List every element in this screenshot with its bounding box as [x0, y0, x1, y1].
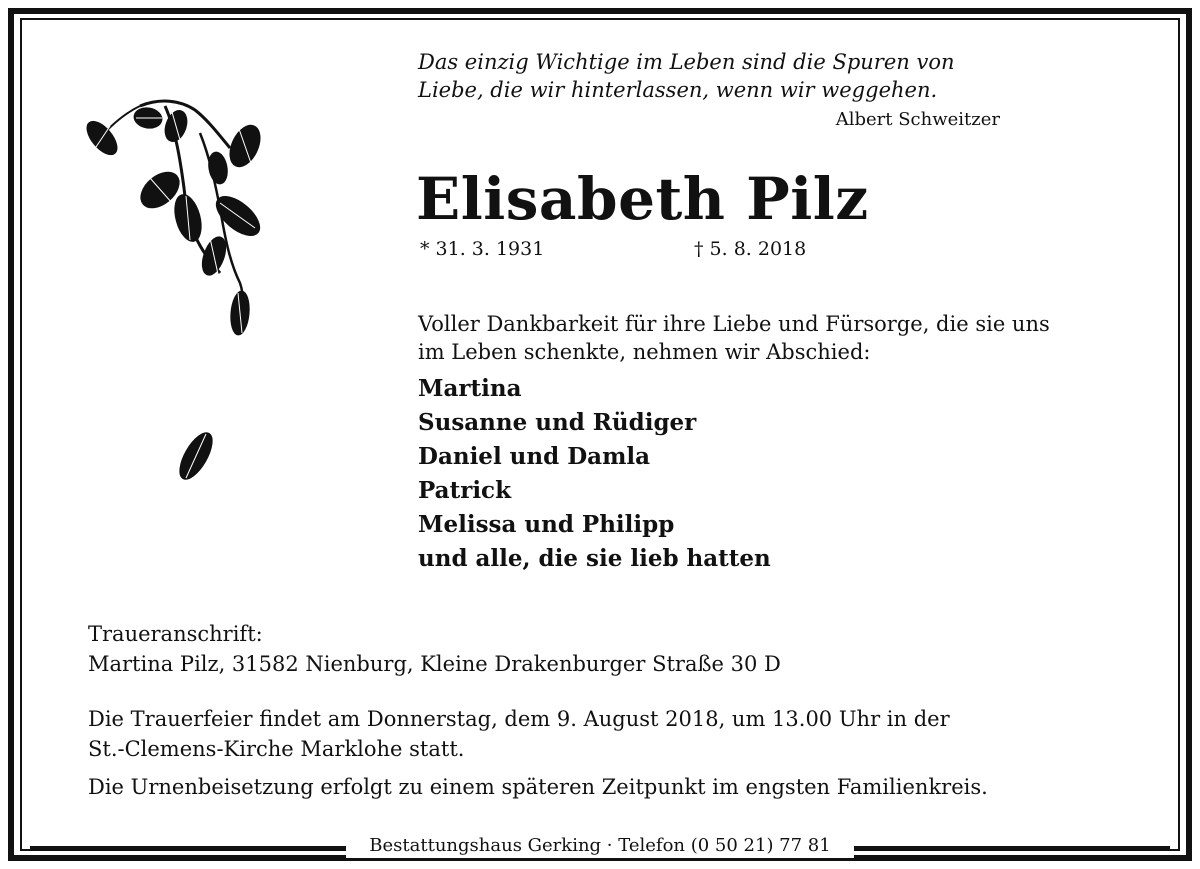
mourning-address	[88, 619, 1138, 679]
urn-burial-info: Die Urnenbeisetzung erfolgt zu einem späteren Zeitpunkt im engsten Familienkreis.	[88, 775, 988, 799]
quote-author: Albert Schweitzer	[835, 109, 1000, 130]
birth-date: * 31. 3. 1931	[420, 238, 545, 260]
birch-leaves-icon	[80, 88, 280, 498]
mourners-list	[418, 372, 1118, 576]
thanks-line: Voller Dankbarkeit für ihre Liebe und Fürsorge, die sie uns	[418, 312, 1050, 336]
ceremony-info	[88, 704, 1138, 764]
address-value: Martina Pilz, 31582 Nienburg, Kleine Drakenburger Straße 30 D	[88, 652, 781, 676]
quote-line: Liebe, die wir hinterlassen, wenn wir weggehen.	[418, 78, 938, 102]
address-label: Traueranschrift:	[88, 622, 263, 646]
mourner-name: Susanne und Rüdiger	[418, 409, 697, 436]
funeral-home-footer: Bestattungshaus Gerking · Telefon (0 50 21) 77 81	[346, 834, 854, 858]
mourner-name: Melissa und Philipp	[418, 511, 675, 538]
quote	[418, 48, 1008, 104]
mourner-name: Daniel und Damla	[418, 443, 651, 470]
ceremony-line: Die Trauerfeier findet am Donnerstag, dem 9. August 2018, um 13.00 Uhr in der	[88, 707, 950, 731]
mourner-name: Patrick	[418, 477, 511, 504]
footer-rule-left	[30, 846, 346, 849]
thanks-text	[418, 310, 1138, 366]
footer-rule-right	[854, 846, 1170, 849]
death-date: † 5. 8. 2018	[694, 238, 807, 260]
deceased-name: Elisabeth Pilz	[416, 165, 869, 233]
ceremony-line: St.-Clemens-Kirche Marklohe statt.	[88, 737, 465, 761]
thanks-line: im Leben schenkte, nehmen wir Abschied:	[418, 340, 871, 364]
mourner-name: und alle, die sie lieb hatten	[418, 545, 771, 572]
mourner-name: Martina	[418, 375, 522, 402]
quote-line: Das einzig Wichtige im Leben sind die Spuren von	[418, 50, 955, 74]
